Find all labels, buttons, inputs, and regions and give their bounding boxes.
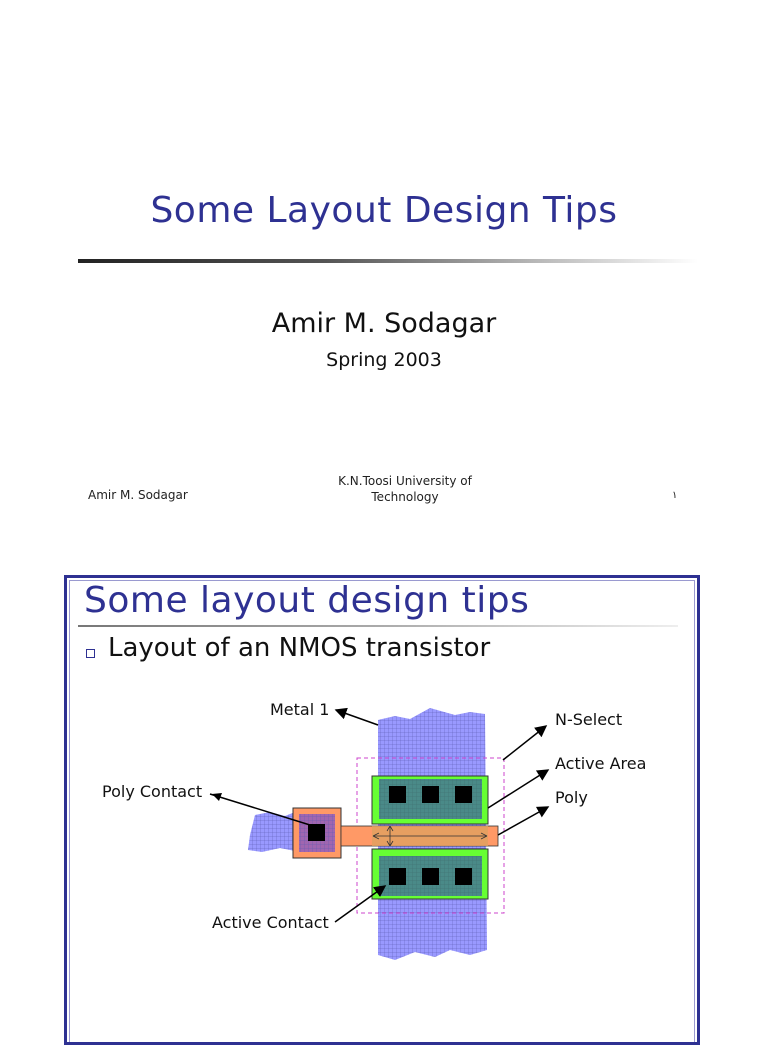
content-slide-title: Some layout design tips: [84, 580, 530, 621]
poly-contact: [308, 824, 325, 841]
active-contact: [455, 786, 472, 803]
label-metal1: Metal 1: [270, 700, 330, 719]
active-contact: [389, 786, 406, 803]
active-contact: [389, 868, 406, 885]
footer-author: Amir M. Sodagar: [88, 488, 188, 502]
footer-institution-line1: K.N.Toosi University of: [338, 474, 472, 488]
footer-institution-line2: Technology: [371, 490, 439, 504]
bullet-text: Layout of an NMOS transistor: [108, 633, 491, 663]
term-date: Spring 2003: [326, 349, 442, 371]
label-poly: Poly: [555, 788, 588, 807]
label-active-area: Active Area: [555, 754, 647, 773]
footer-page-number: ١: [672, 490, 678, 501]
slide-title: Some Layout Design Tips: [150, 190, 618, 231]
active-contact: [455, 868, 472, 885]
author-name: Amir M. Sodagar: [271, 308, 497, 339]
active-contact: [422, 868, 439, 885]
active-contact: [422, 786, 439, 803]
label-nselect: N-Select: [555, 710, 623, 729]
label-active-contact: Active Contact: [212, 913, 329, 932]
label-poly-contact: Poly Contact: [102, 782, 203, 801]
